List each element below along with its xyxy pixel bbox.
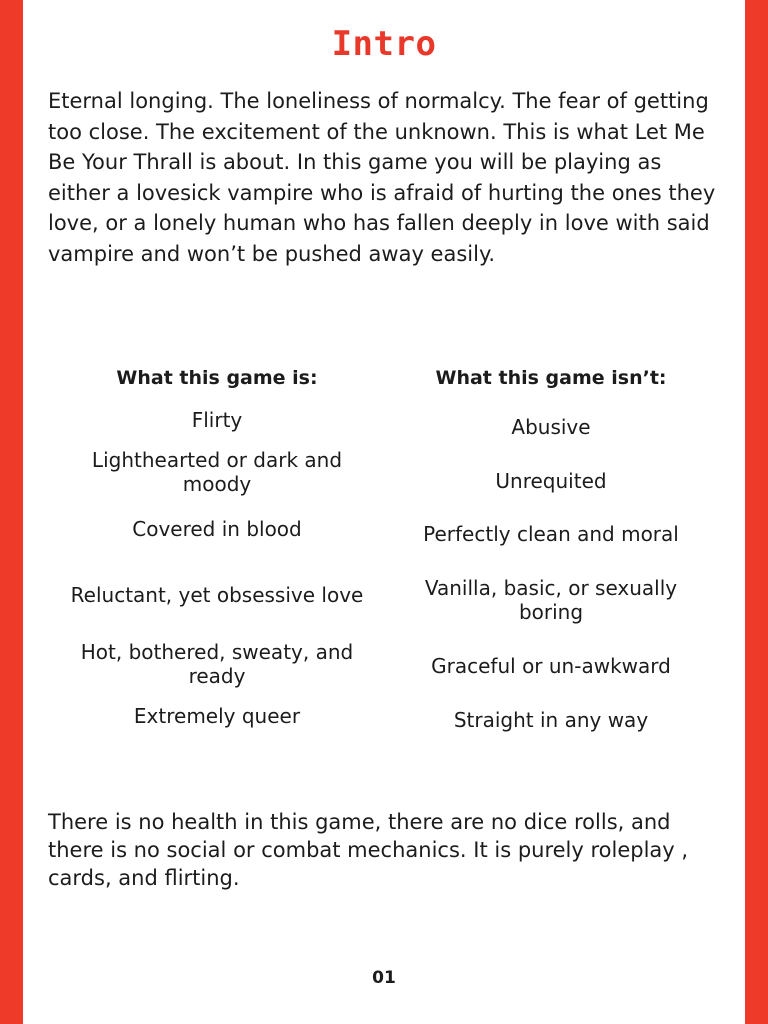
page-title: Intro: [331, 24, 437, 64]
what-game-is-heading: What this game is:: [116, 367, 318, 389]
isnt-item: Perfectly clean and moral: [423, 522, 679, 546]
is-item: Lighthearted or dark and moody: [91, 448, 343, 496]
comparison-table: [50, 362, 718, 746]
isnt-item: Unrequited: [495, 469, 607, 493]
intro-paragraph: Eternal longing. The loneliness of normalcy. The fear of getting too close. The excitement of the unknown. This is what Let Me Be Your Thrall is about. In this game you will be playing as either a lovesick vampire who is afraid of hurting the ones they love, or a lonely human who has fallen deeply in love with said vampire and won’t be pushed away easily.: [48, 89, 716, 266]
isnt-item: Abusive: [511, 415, 591, 439]
isnt-item: Vanilla, basic, or sexually boring: [424, 576, 678, 624]
is-item: Extremely queer: [133, 704, 301, 728]
is-item: Hot, bothered, sweaty, and ready: [80, 640, 354, 688]
right-red-border: [745, 0, 768, 1024]
what-game-is-column: [50, 362, 384, 746]
isnt-item: Graceful or un-awkward: [431, 654, 671, 678]
left-red-border: [0, 0, 23, 1024]
is-item: Reluctant, yet obsessive love: [70, 583, 364, 607]
is-item: Flirty: [191, 408, 243, 432]
isnt-item: Straight in any way: [453, 708, 649, 732]
page-number: 01: [372, 968, 396, 988]
what-game-isnt-heading: What this game isn’t:: [435, 367, 667, 389]
what-game-isnt-column: [384, 362, 718, 746]
is-item: Covered in blood: [132, 517, 302, 541]
outro-paragraph: There is no health in this game, there are no dice rolls, and there is no social or combat mechanics. It is purely roleplay , cards, and flirting.: [48, 810, 689, 890]
